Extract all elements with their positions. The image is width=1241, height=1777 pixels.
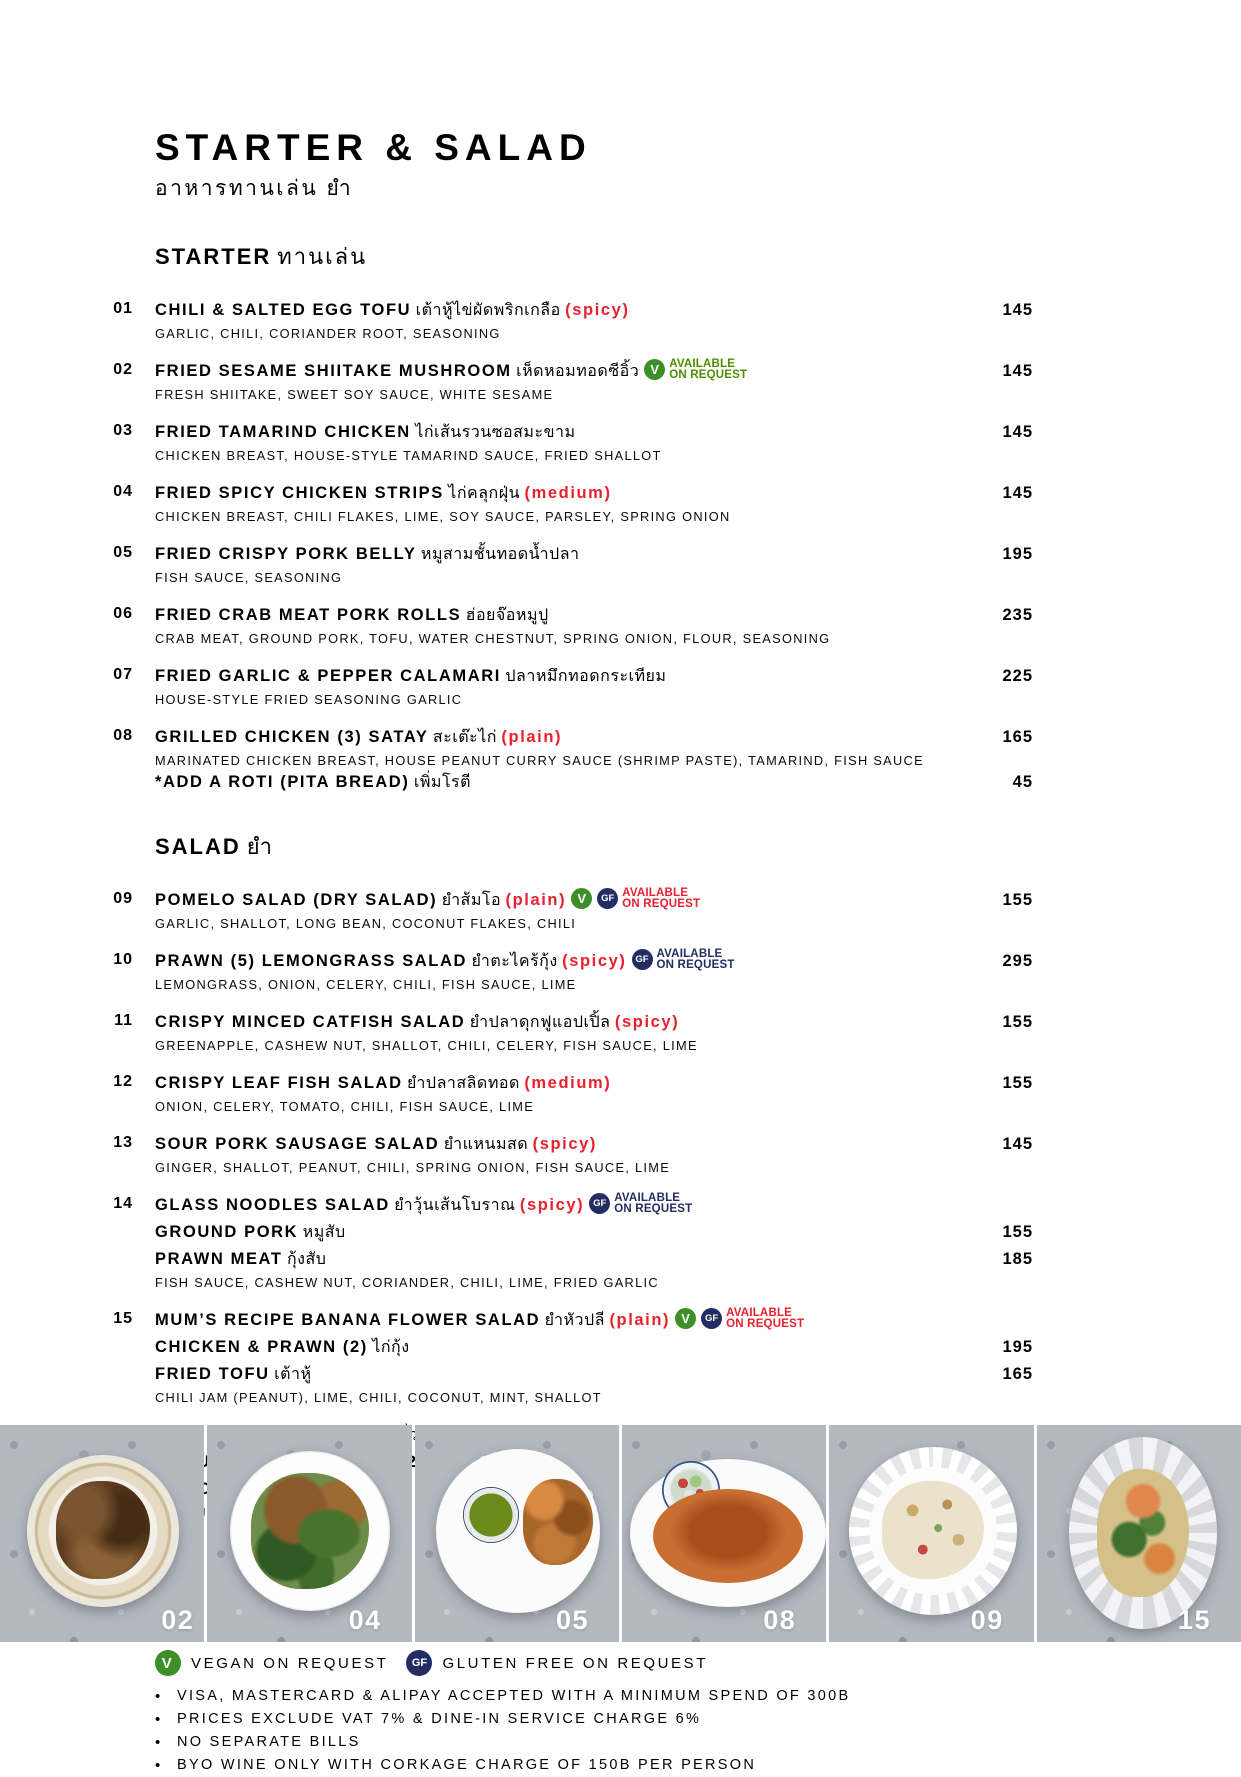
section-header bbox=[155, 239, 1033, 274]
item-variant bbox=[155, 1247, 1033, 1272]
item-name: SOUR PORK SAUSAGE SALAD bbox=[155, 1135, 440, 1153]
note-line-2: ON REQUEST bbox=[726, 1317, 805, 1330]
item-price: 225 bbox=[1002, 667, 1033, 685]
note-line-2: ON REQUEST bbox=[614, 1202, 693, 1215]
item-name-thai: ยำหัวปลี bbox=[544, 1312, 605, 1329]
item-title bbox=[155, 1308, 953, 1333]
item-name-thai: ยำปลาสลิดทอด bbox=[407, 1075, 520, 1092]
item-number: 12 bbox=[113, 1073, 133, 1090]
item-name-thai: เห็ดหอมทอดซีอิ้ว bbox=[516, 363, 640, 380]
item-name-thai: เต้าหู้ไข่ผัดพริกเกลือ bbox=[415, 302, 561, 319]
item-title-line bbox=[155, 1010, 1033, 1035]
v-badge-icon: V bbox=[155, 1650, 181, 1676]
item-name-thai: ปลาหมึกทอดกระเทียม bbox=[505, 668, 667, 685]
available-on-request-note bbox=[669, 359, 747, 381]
gf-badge-icon: GF bbox=[632, 949, 653, 970]
menu-item bbox=[113, 542, 1033, 585]
item-name: FRIED GARLIC & PEPPER CALAMARI bbox=[155, 667, 501, 685]
footer bbox=[155, 1650, 1155, 1777]
bullet-dot: • bbox=[155, 1757, 163, 1774]
menu-item bbox=[113, 664, 1033, 707]
item-price: 165 bbox=[1002, 728, 1033, 746]
item-title bbox=[155, 420, 953, 445]
item-ingredients: CRAB MEAT, GROUND PORK, TOFU, WATER CHESTNUT, SPRING ONION, FLOUR, SEASONING bbox=[155, 631, 831, 646]
item-variant bbox=[155, 1220, 1033, 1245]
photo-item-number: 15 bbox=[1177, 1605, 1211, 1635]
item-ingredients: GINGER, SHALLOT, PEANUT, CHILI, SPRING ONION, FISH SAUCE, LIME bbox=[155, 1160, 671, 1175]
item-body bbox=[155, 888, 1033, 931]
legend-label: GLUTEN FREE ON REQUEST bbox=[442, 1654, 709, 1672]
item-title bbox=[155, 1132, 953, 1157]
menu-page bbox=[113, 127, 1033, 1538]
v-badge-icon: V bbox=[644, 359, 665, 380]
variant-name bbox=[155, 1220, 953, 1245]
dish-photo bbox=[829, 1425, 1033, 1642]
legend-label: VEGAN ON REQUEST bbox=[191, 1654, 389, 1672]
item-title bbox=[155, 359, 953, 384]
item-title-line bbox=[155, 420, 1033, 445]
item-body bbox=[155, 1071, 1033, 1114]
menu-sections bbox=[113, 239, 1033, 1520]
item-price: 155 bbox=[1002, 1013, 1033, 1031]
v-badge-icon: V bbox=[571, 888, 592, 909]
item-body bbox=[155, 542, 1033, 585]
item-name: FRIED TAMARIND CHICKEN bbox=[155, 423, 411, 441]
variant-name-en: GROUND PORK bbox=[155, 1223, 299, 1241]
item-name: FRIED CRAB MEAT PORK ROLLS bbox=[155, 606, 462, 624]
item-body bbox=[155, 1010, 1033, 1053]
item-body bbox=[155, 664, 1033, 707]
dish-photo bbox=[415, 1425, 619, 1642]
menu-item bbox=[113, 298, 1033, 341]
menu-item bbox=[113, 1306, 1033, 1405]
available-on-request-note bbox=[614, 1193, 692, 1215]
item-ingredients: HOUSE-STYLE FRIED SEASONING GARLIC bbox=[155, 692, 463, 707]
item-body bbox=[155, 1132, 1033, 1175]
spice-level-tag: (spicy) bbox=[562, 952, 627, 970]
note-line-1: AVAILABLE bbox=[726, 1306, 793, 1319]
item-price: 145 bbox=[1002, 1135, 1033, 1153]
note-line-2: ON REQUEST bbox=[669, 368, 748, 381]
available-on-request-note bbox=[726, 1308, 804, 1330]
gf-badge-icon: GF bbox=[406, 1650, 432, 1676]
item-title-line bbox=[155, 1308, 1033, 1333]
footer-note-text: BYO WINE ONLY WITH CORKAGE CHARGE OF 150B PER PERSON bbox=[177, 1757, 757, 1773]
spice-level-tag: (medium) bbox=[524, 484, 612, 502]
gf-badge-icon: GF bbox=[589, 1193, 610, 1214]
item-variant bbox=[155, 1362, 1033, 1387]
photo-strip bbox=[0, 1425, 1241, 1642]
item-name: FRIED CRISPY PORK BELLY bbox=[155, 545, 417, 563]
variant-name-thai: เต้าหู้ bbox=[274, 1366, 312, 1383]
variant-price: 165 bbox=[1002, 1365, 1033, 1383]
note-line-1: AVAILABLE bbox=[669, 357, 736, 370]
item-ingredients: CHICKEN BREAST, HOUSE-STYLE TAMARIND SAUCE, FRIED SHALLOT bbox=[155, 448, 662, 463]
available-on-request-note bbox=[622, 888, 700, 910]
item-body bbox=[155, 359, 1033, 402]
variant-name-thai: กุ้งสับ bbox=[286, 1251, 327, 1268]
dish-photo bbox=[622, 1425, 826, 1642]
item-price: 145 bbox=[1002, 423, 1033, 441]
spice-level-tag: (medium) bbox=[524, 1074, 612, 1092]
menu-item bbox=[113, 481, 1033, 524]
item-number: 01 bbox=[113, 300, 133, 317]
item-number: 13 bbox=[113, 1134, 133, 1151]
item-addon bbox=[155, 770, 1033, 795]
item-price: 155 bbox=[1002, 891, 1033, 909]
item-ingredients: FISH SAUCE, CASHEW NUT, CORIANDER, CHILI, LIME, FRIED GARLIC bbox=[155, 1275, 659, 1290]
note-line-1: AVAILABLE bbox=[614, 1191, 681, 1204]
v-badge-icon: V bbox=[675, 1308, 696, 1329]
sauce-bowl-shape bbox=[463, 1487, 519, 1543]
gf-badge-icon: GF bbox=[597, 888, 618, 909]
food-shape bbox=[653, 1489, 803, 1583]
item-body bbox=[155, 1193, 1033, 1290]
item-ingredients: GARLIC, SHALLOT, LONG BEAN, COCONUT FLAKES, CHILI bbox=[155, 916, 577, 931]
item-name: PRAWN (5) LEMONGRASS SALAD bbox=[155, 952, 468, 970]
spice-level-tag: (spicy) bbox=[614, 1013, 680, 1031]
section-header bbox=[155, 829, 1033, 864]
item-number: 06 bbox=[113, 605, 133, 622]
item-price: 145 bbox=[1002, 301, 1033, 319]
available-on-request-note bbox=[657, 949, 735, 971]
item-body bbox=[155, 481, 1033, 524]
footer-note-text: NO SEPARATE BILLS bbox=[177, 1734, 361, 1750]
spice-level-tag: (spicy) bbox=[532, 1135, 597, 1153]
item-ingredients: GARLIC, CHILI, CORIANDER ROOT, SEASONING bbox=[155, 326, 501, 341]
menu-item bbox=[113, 1071, 1033, 1114]
footer-note-row bbox=[155, 1731, 1155, 1754]
food-shape bbox=[1097, 1469, 1189, 1597]
spice-level-tag: (spicy) bbox=[519, 1196, 585, 1214]
item-title-line bbox=[155, 542, 1033, 567]
photo-item-number: 02 bbox=[161, 1605, 195, 1635]
note-line-1: AVAILABLE bbox=[656, 947, 723, 960]
variant-name-en: PRAWN MEAT bbox=[155, 1250, 283, 1268]
spice-level-tag: (plain) bbox=[609, 1311, 671, 1329]
variant-name-thai: หมูสับ bbox=[302, 1224, 346, 1241]
item-title-line bbox=[155, 949, 1033, 974]
section-header-en: STARTER bbox=[155, 244, 272, 269]
item-body bbox=[155, 420, 1033, 463]
note-line-2: ON REQUEST bbox=[656, 958, 735, 971]
variant-name-en: FRIED TOFU bbox=[155, 1365, 270, 1383]
item-ingredients: CHILI JAM (PEANUT), LIME, CHILI, COCONUT, MINT, SHALLOT bbox=[155, 1390, 602, 1405]
item-title bbox=[155, 298, 953, 323]
item-price: 145 bbox=[1002, 362, 1033, 380]
menu-item bbox=[113, 603, 1033, 646]
addon-name-thai: เพิ่มโรตี bbox=[413, 774, 472, 791]
spice-level-tag: (spicy) bbox=[565, 301, 630, 319]
spice-level-tag: (plain) bbox=[501, 728, 563, 746]
menu-item bbox=[113, 1191, 1033, 1290]
photo-item-number: 08 bbox=[763, 1605, 797, 1635]
item-ingredients: MARINATED CHICKEN BREAST, HOUSE PEANUT CURRY SAUCE (SHRIMP PASTE), TAMARIND, FISH SAUCE bbox=[155, 753, 924, 768]
menu-item bbox=[113, 947, 1033, 992]
item-title bbox=[155, 949, 953, 974]
bullet-dot: • bbox=[155, 1688, 163, 1705]
spice-level-tag: (plain) bbox=[505, 891, 567, 909]
item-number: 15 bbox=[113, 1310, 133, 1327]
item-number: 11 bbox=[114, 1012, 133, 1029]
section-header-en: SALAD bbox=[155, 834, 241, 859]
item-price: 195 bbox=[1002, 545, 1033, 563]
item-number: 14 bbox=[113, 1195, 133, 1212]
item-title bbox=[155, 1010, 953, 1035]
item-body bbox=[155, 603, 1033, 646]
menu-item bbox=[113, 357, 1033, 402]
item-name: MUM’S RECIPE BANANA FLOWER SALAD bbox=[155, 1311, 541, 1329]
item-title bbox=[155, 603, 953, 628]
item-name: CRISPY MINCED CATFISH SALAD bbox=[155, 1013, 466, 1031]
item-title-line bbox=[155, 359, 1033, 384]
item-name-thai: ยำวุ้นเส้นโบราณ bbox=[394, 1197, 516, 1214]
item-name: GRILLED CHICKEN (3) SATAY bbox=[155, 728, 429, 746]
menu-item bbox=[114, 1010, 1033, 1053]
item-number: 02 bbox=[113, 361, 133, 378]
item-name: POMELO SALAD (DRY SALAD) bbox=[155, 891, 438, 909]
item-name: FRIED SPICY CHICKEN STRIPS bbox=[155, 484, 444, 502]
footer-note-row bbox=[155, 1708, 1155, 1731]
gf-badge-icon: GF bbox=[701, 1308, 722, 1329]
dish-photo bbox=[207, 1425, 411, 1642]
item-number: 07 bbox=[113, 666, 133, 683]
menu-item bbox=[113, 420, 1033, 463]
item-body bbox=[155, 725, 1033, 795]
item-name: CRISPY LEAF FISH SALAD bbox=[155, 1074, 403, 1092]
item-name-thai: ยำแหนมสด bbox=[443, 1136, 529, 1153]
item-variant bbox=[155, 1335, 1033, 1360]
item-name-thai: ไก่คลุกฝุ่น bbox=[448, 485, 521, 502]
variant-name-en: CHICKEN & PRAWN (2) bbox=[155, 1338, 368, 1356]
item-title-line bbox=[155, 1193, 1033, 1218]
item-title bbox=[155, 725, 953, 750]
dish-photo bbox=[1037, 1425, 1241, 1642]
item-title bbox=[155, 888, 953, 913]
item-body bbox=[155, 298, 1033, 341]
item-price: 235 bbox=[1002, 606, 1033, 624]
addon-name-en: *ADD A ROTI (PITA BREAD) bbox=[155, 773, 410, 791]
addon-name bbox=[155, 770, 953, 795]
item-name-thai: ยำปลาดุกฟูแอปเปิ้ล bbox=[469, 1014, 611, 1031]
dish-photo bbox=[0, 1425, 204, 1642]
item-number: 05 bbox=[113, 544, 133, 561]
item-number: 03 bbox=[113, 422, 133, 439]
item-name-thai: ฮ่อยจ๊อหมูปู bbox=[465, 607, 549, 624]
item-title-line bbox=[155, 664, 1033, 689]
note-line-1: AVAILABLE bbox=[622, 886, 689, 899]
photo-item-number: 04 bbox=[348, 1605, 382, 1635]
footer-note-row bbox=[155, 1754, 1155, 1777]
item-title-line bbox=[155, 725, 1033, 750]
footer-note-row bbox=[155, 1685, 1155, 1708]
item-ingredients: CHICKEN BREAST, CHILI FLAKES, LIME, SOY SAUCE, PARSLEY, SPRING ONION bbox=[155, 509, 731, 524]
item-ingredients: ONION, CELERY, TOMATO, CHILI, FISH SAUCE, LIME bbox=[155, 1099, 535, 1114]
item-name-thai: ยำตะไคร้กุ้ง bbox=[471, 953, 558, 970]
variant-name-en: (2) bbox=[399, 1453, 425, 1471]
item-name-thai: ไก่เส้นรวนซอสมะขาม bbox=[415, 424, 576, 441]
item-name: FRIED SESAME SHIITAKE MUSHROOM bbox=[155, 362, 512, 380]
variant-name bbox=[155, 1335, 953, 1360]
photo-item-number: 05 bbox=[555, 1605, 589, 1635]
variant-price: 195 bbox=[1002, 1338, 1033, 1356]
item-name-thai: สะเต๊ะไก่ bbox=[432, 729, 497, 746]
item-title-line bbox=[155, 481, 1033, 506]
item-price: 155 bbox=[1002, 1074, 1033, 1092]
section-header-thai: ยำ bbox=[246, 834, 275, 859]
item-price: 295 bbox=[1002, 952, 1033, 970]
food-shape bbox=[523, 1479, 593, 1565]
item-title bbox=[155, 664, 953, 689]
item-name: CHILI & SALTED EGG TOFU bbox=[155, 301, 412, 319]
addon-price: 45 bbox=[1012, 773, 1033, 791]
item-title-line bbox=[155, 1071, 1033, 1096]
item-number: 08 bbox=[113, 727, 133, 744]
item-price: 145 bbox=[1002, 484, 1033, 502]
bullet-dot: • bbox=[155, 1734, 163, 1751]
item-title bbox=[155, 1193, 953, 1218]
item-number: 09 bbox=[113, 890, 133, 907]
variant-name bbox=[155, 1247, 953, 1272]
item-number: 04 bbox=[113, 483, 133, 500]
variant-name-thai: ไก่กุ้ง bbox=[372, 1339, 410, 1356]
item-title-line bbox=[155, 603, 1033, 628]
item-title bbox=[155, 542, 953, 567]
footer-note-text: VISA, MASTERCARD & ALIPAY ACCEPTED WITH A MINIMUM SPEND OF 300B bbox=[177, 1688, 851, 1704]
section-header-thai: ทานเล่น bbox=[277, 244, 368, 269]
item-title-line bbox=[155, 1132, 1033, 1157]
item-title bbox=[155, 1071, 953, 1096]
item-body bbox=[155, 1308, 1033, 1405]
item-ingredients: FRESH SHIITAKE, SWEET SOY SAUCE, WHITE SESAME bbox=[155, 387, 554, 402]
variant-price: 155 bbox=[1002, 1223, 1033, 1241]
footer-notes bbox=[155, 1685, 1155, 1777]
menu-item bbox=[113, 886, 1033, 931]
item-title-line bbox=[155, 888, 1033, 913]
item-title-line bbox=[155, 298, 1033, 323]
item-name: GLASS NOODLES SALAD bbox=[155, 1196, 390, 1214]
bullet-dot: • bbox=[155, 1711, 163, 1728]
item-ingredients: GREENAPPLE, CASHEW NUT, SHALLOT, CHILI, CELERY, FISH SAUCE, LIME bbox=[155, 1038, 698, 1053]
variant-price: 185 bbox=[1002, 1250, 1033, 1268]
item-body bbox=[155, 949, 1033, 992]
item-name-thai: หมูสามชั้นทอดน้ำปลา bbox=[420, 546, 580, 563]
variant-name bbox=[155, 1362, 953, 1387]
page-subtitle-thai: อาหารทานเล่น ยำ bbox=[155, 177, 354, 200]
footer-legend bbox=[155, 1650, 1155, 1676]
item-name-thai: ยำส้มโอ bbox=[441, 892, 502, 909]
menu-item bbox=[113, 725, 1033, 795]
note-line-2: ON REQUEST bbox=[622, 897, 701, 910]
item-ingredients: FISH SAUCE, SEASONING bbox=[155, 570, 343, 585]
item-number: 10 bbox=[113, 951, 133, 968]
footer-note-text: PRICES EXCLUDE VAT 7% & DINE-IN SERVICE CHARGE 6% bbox=[177, 1711, 702, 1727]
item-ingredients: LEMONGRASS, ONION, CELERY, CHILI, FISH SAUCE, LIME bbox=[155, 977, 577, 992]
item-title bbox=[155, 481, 953, 506]
menu-item bbox=[113, 1132, 1033, 1175]
photo-item-number: 09 bbox=[970, 1605, 1004, 1635]
page-title: STARTER & SALAD bbox=[155, 127, 592, 168]
